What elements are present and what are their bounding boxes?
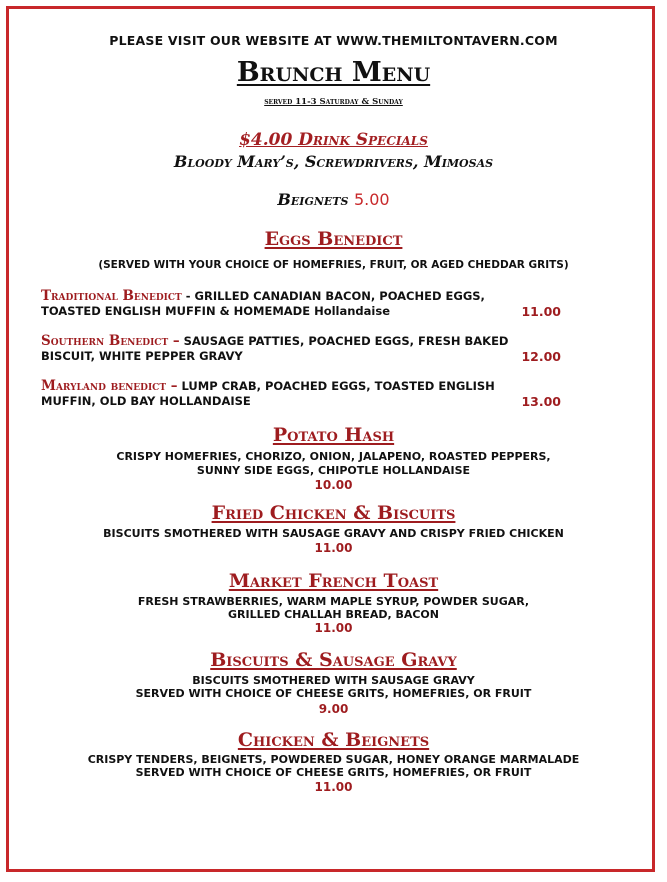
- biscuits-gravy-price: 9.00: [318, 702, 349, 716]
- potato-hash-desc-1: CRISPY HOMEFRIES, CHORIZO, ONION, JALAPENO, ROASTED PEPPERS,: [116, 450, 551, 463]
- beignets-name: Beignets: [277, 190, 349, 209]
- potato-hash-desc-2: SUNNY SIDE EGGS, CHIPOTLE HOLLANDAISE: [196, 464, 471, 477]
- item-desc: - GRILLED CANADIAN BACON, POACHED EGGS,: [181, 289, 485, 303]
- item-desc: MUFFIN, OLD BAY HOLLANDAISE: [41, 394, 251, 408]
- biscuits-gravy-desc-1: BISCUITS SMOTHERED WITH SAUSAGE GRAVY: [192, 674, 475, 687]
- french-toast-desc-2: GRILLED CHALLAH BREAD, BACON: [228, 608, 439, 621]
- item-desc: LUMP CRAB, POACHED EGGS, TOASTED ENGLISH: [177, 379, 495, 393]
- item-price: 13.00: [521, 394, 561, 409]
- item-name: Maryland benedict –: [41, 378, 178, 394]
- item-name: Southern Benedict –: [41, 333, 180, 349]
- item-name: Traditional Benedict: [41, 288, 182, 304]
- item-price: 12.00: [521, 349, 561, 364]
- fried-chicken-price: 11.00: [314, 541, 353, 555]
- chicken-beignets-desc-2: SERVED WITH CHOICE OF CHEESE GRITS, HOMEFRIES, OR FRUIT: [135, 766, 532, 779]
- chicken-beignets-desc-1: CRISPY TENDERS, BEIGNETS, POWDERED SUGAR, HONEY ORANGE MARMALADE: [87, 753, 580, 766]
- item-desc: BISCUIT, WHITE PEPPER GRAVY: [41, 349, 243, 363]
- french-toast-desc-1: FRESH STRAWBERRIES, WARM MAPLE SYRUP, POWDER SUGAR,: [137, 595, 530, 608]
- menu-item-southern-benedict: [41, 334, 561, 364]
- item-price: 11.00: [521, 304, 561, 319]
- fried-chicken-heading: Fried Chicken & Biscuits: [211, 502, 456, 524]
- drink-specials-heading: $4.00 Drink Specials: [239, 130, 428, 150]
- french-toast-heading: Market French Toast: [228, 570, 439, 592]
- potato-hash-heading: Potato Hash: [272, 424, 395, 446]
- eggs-benedict-note: (SERVED WITH YOUR CHOICE OF HOMEFRIES, FRUIT, OR AGED CHEDDAR GRITS): [98, 259, 569, 271]
- biscuits-gravy-desc-2: SERVED WITH CHOICE OF CHEESE GRITS, HOMEFRIES, OR FRUIT: [135, 687, 532, 700]
- served-hours: served 11-3 Saturday & Sunday: [264, 97, 403, 107]
- beignets-price: 5.00: [353, 190, 390, 209]
- page-title: Brunch Menu: [236, 57, 431, 88]
- biscuits-gravy-heading: Biscuits & Sausage Gravy: [210, 649, 457, 671]
- eggs-benedict-heading: Eggs Benedict: [264, 228, 403, 250]
- potato-hash-price: 10.00: [314, 478, 353, 492]
- beignets-item: [0, 190, 667, 209]
- website-notice: PLEASE VISIT OUR WEBSITE AT WWW.THEMILTONTAVERN.COM: [109, 33, 558, 48]
- fried-chicken-desc: BISCUITS SMOTHERED WITH SAUSAGE GRAVY AND CRISPY FRIED CHICKEN: [103, 527, 564, 540]
- menu-item-traditional-benedict: [41, 289, 561, 319]
- french-toast-price: 11.00: [314, 621, 353, 635]
- menu-item-maryland-benedict: [41, 379, 561, 409]
- chicken-beignets-price: 11.00: [314, 780, 353, 794]
- drink-specials-list: Bloody Mary’s, Screwdrivers, Mimosas: [173, 152, 494, 171]
- chicken-beignets-heading: Chicken & Beignets: [237, 729, 430, 751]
- item-desc: SAUSAGE PATTIES, POACHED EGGS, FRESH BAKED: [179, 334, 509, 348]
- item-desc: TOASTED ENGLISH MUFFIN & HOMEMADE Hollandaise: [41, 304, 390, 318]
